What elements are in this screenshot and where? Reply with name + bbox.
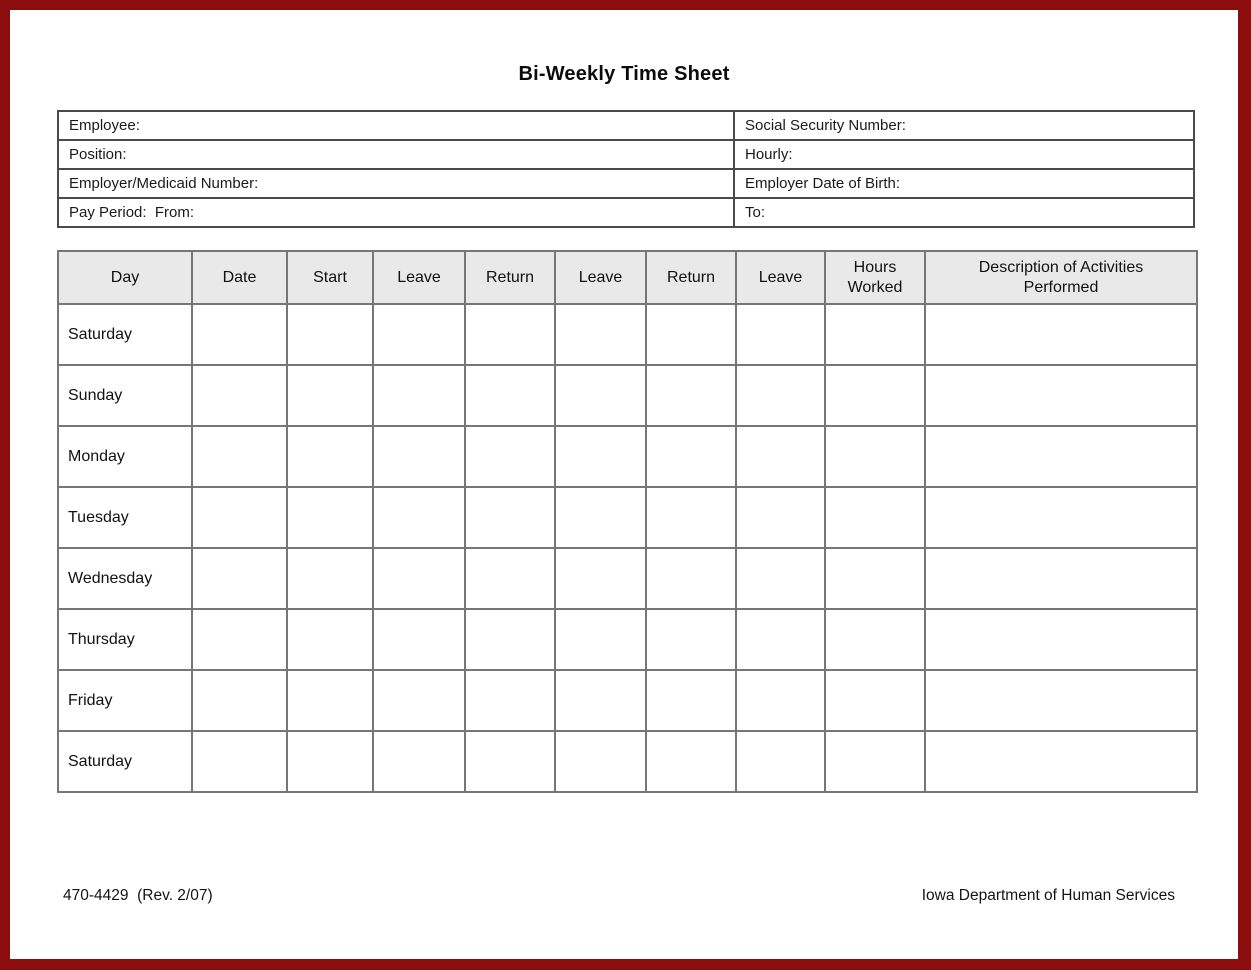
entry-cell	[555, 609, 646, 670]
entry-cell	[825, 487, 925, 548]
entry-cell	[646, 731, 736, 792]
entry-cell	[373, 609, 465, 670]
timesheet-row	[58, 731, 1197, 792]
entry-cell	[287, 670, 373, 731]
entry-cell	[373, 487, 465, 548]
entry-cell	[825, 670, 925, 731]
info-row	[58, 111, 1194, 140]
timesheet-row	[58, 487, 1197, 548]
entry-cell	[287, 365, 373, 426]
column-header-leave: Leave	[736, 251, 825, 304]
entry-cell	[825, 609, 925, 670]
info-label-right: To:	[734, 198, 1194, 227]
info-row	[58, 198, 1194, 227]
entry-cell	[925, 487, 1197, 548]
entry-cell	[646, 426, 736, 487]
timesheet-row	[58, 365, 1197, 426]
entry-cell	[287, 487, 373, 548]
entry-cell	[192, 609, 287, 670]
info-label-right: Social Security Number:	[734, 111, 1194, 140]
agency-name: Iowa Department of Human Services	[921, 887, 1175, 904]
entry-cell	[465, 426, 555, 487]
info-label-left: Position:	[58, 140, 734, 169]
entry-cell	[925, 304, 1197, 365]
entry-cell	[825, 304, 925, 365]
entry-cell	[825, 548, 925, 609]
entry-cell	[373, 731, 465, 792]
entry-cell	[925, 426, 1197, 487]
entry-cell	[192, 731, 287, 792]
employee-info-table	[57, 110, 1195, 228]
entry-cell	[555, 426, 646, 487]
entry-cell	[555, 487, 646, 548]
entry-cell	[373, 548, 465, 609]
day-label: Tuesday	[58, 487, 192, 548]
form-number: 470-4429 (Rev. 2/07)	[63, 887, 213, 904]
entry-cell	[287, 304, 373, 365]
entry-cell	[465, 731, 555, 792]
entry-cell	[925, 365, 1197, 426]
entry-cell	[736, 487, 825, 548]
day-label: Thursday	[58, 609, 192, 670]
entry-cell	[646, 304, 736, 365]
info-row	[58, 140, 1194, 169]
page-title: Bi-Weekly Time Sheet	[518, 63, 730, 85]
entry-cell	[555, 731, 646, 792]
entry-cell	[555, 548, 646, 609]
entry-cell	[925, 609, 1197, 670]
entry-cell	[373, 304, 465, 365]
entry-cell	[646, 548, 736, 609]
column-header-leave: Leave	[373, 251, 465, 304]
entry-cell	[646, 609, 736, 670]
day-label: Friday	[58, 670, 192, 731]
entry-cell	[555, 365, 646, 426]
entry-cell	[825, 426, 925, 487]
timesheet-row	[58, 426, 1197, 487]
column-header-description-of-activities-performed: Description of Activities Performed	[925, 251, 1197, 304]
entry-cell	[736, 670, 825, 731]
entry-cell	[555, 304, 646, 365]
column-header-return: Return	[465, 251, 555, 304]
timesheet-row	[58, 670, 1197, 731]
day-label: Wednesday	[58, 548, 192, 609]
column-header-leave: Leave	[555, 251, 646, 304]
info-label-left: Employer/Medicaid Number:	[58, 169, 734, 198]
timesheet-row	[58, 548, 1197, 609]
entry-cell	[192, 426, 287, 487]
entry-cell	[555, 670, 646, 731]
entry-cell	[825, 365, 925, 426]
entry-cell	[287, 548, 373, 609]
entry-cell	[736, 304, 825, 365]
entry-cell	[373, 426, 465, 487]
entry-cell	[736, 548, 825, 609]
entry-cell	[925, 670, 1197, 731]
day-label: Monday	[58, 426, 192, 487]
timesheet-row	[58, 304, 1197, 365]
timesheet-table	[57, 250, 1198, 793]
entry-cell	[287, 426, 373, 487]
timesheet-header-row	[58, 251, 1197, 304]
entry-cell	[373, 365, 465, 426]
info-label-left: Pay Period: From:	[58, 198, 734, 227]
entry-cell	[465, 609, 555, 670]
day-label: Saturday	[58, 304, 192, 365]
column-header-return: Return	[646, 251, 736, 304]
entry-cell	[736, 731, 825, 792]
entry-cell	[646, 487, 736, 548]
column-header-day: Day	[58, 251, 192, 304]
column-header-date: Date	[192, 251, 287, 304]
column-header-start: Start	[287, 251, 373, 304]
info-label-left: Employee:	[58, 111, 734, 140]
entry-cell	[287, 731, 373, 792]
entry-cell	[192, 670, 287, 731]
entry-cell	[825, 731, 925, 792]
entry-cell	[373, 670, 465, 731]
entry-cell	[925, 731, 1197, 792]
entry-cell	[465, 304, 555, 365]
entry-cell	[287, 609, 373, 670]
day-label: Saturday	[58, 731, 192, 792]
entry-cell	[646, 365, 736, 426]
entry-cell	[192, 365, 287, 426]
entry-cell	[925, 548, 1197, 609]
entry-cell	[736, 609, 825, 670]
column-header-hours-worked: Hours Worked	[825, 251, 925, 304]
entry-cell	[192, 487, 287, 548]
entry-cell	[465, 548, 555, 609]
day-label: Sunday	[58, 365, 192, 426]
timesheet-row	[58, 609, 1197, 670]
entry-cell	[192, 304, 287, 365]
entry-cell	[192, 548, 287, 609]
entry-cell	[465, 487, 555, 548]
info-row	[58, 169, 1194, 198]
info-label-right: Hourly:	[734, 140, 1194, 169]
entry-cell	[736, 426, 825, 487]
entry-cell	[465, 670, 555, 731]
entry-cell	[736, 365, 825, 426]
info-label-right: Employer Date of Birth:	[734, 169, 1194, 198]
entry-cell	[646, 670, 736, 731]
entry-cell	[465, 365, 555, 426]
